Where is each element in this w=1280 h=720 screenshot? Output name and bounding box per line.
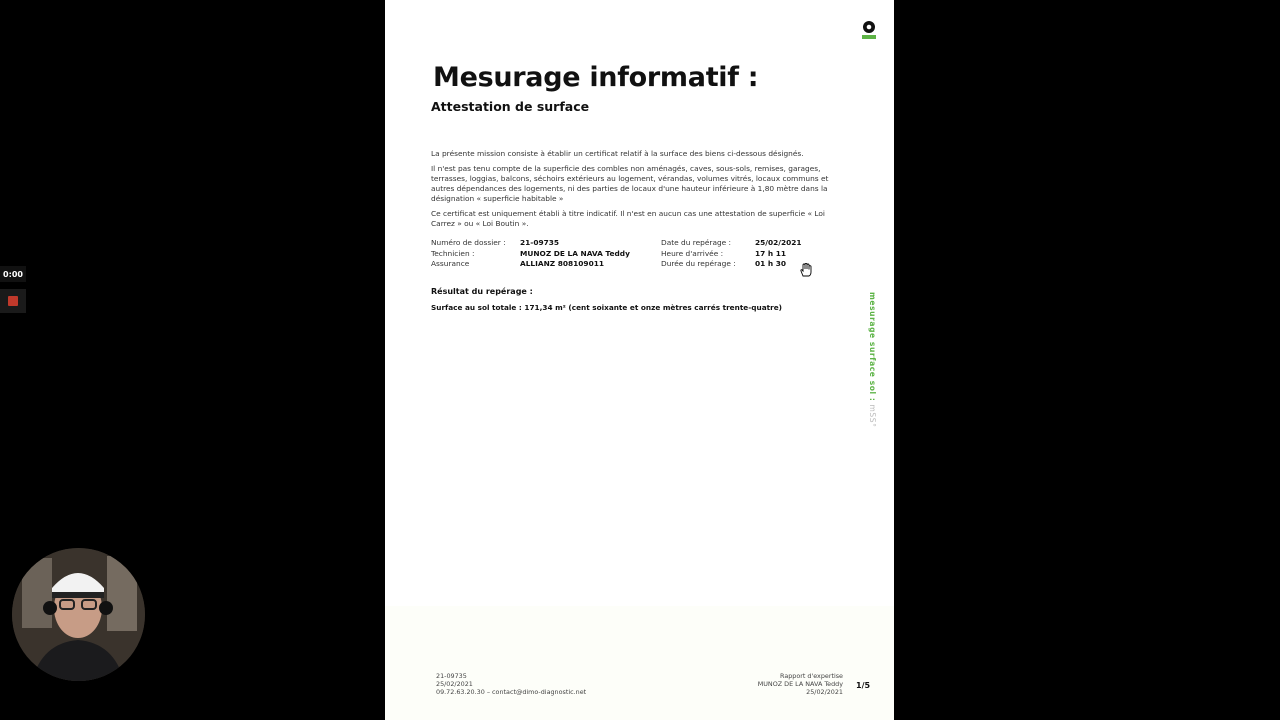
info-row-dossier: Numéro de dossier : 21-09735: [431, 238, 560, 247]
dossier-info-left: [431, 238, 630, 270]
info-row-date: Date du repérage : 25/02/2021: [661, 238, 802, 247]
page-subtitle: Attestation de surface: [431, 99, 590, 114]
page-title: Mesurage informatif :: [433, 62, 759, 93]
side-label-light: mSS°: [868, 404, 877, 428]
result-surface: Surface au sol totale : 171,34 m² (cent soixante et onze mètres carrés trente-quatre): [431, 303, 782, 312]
stop-recording-button[interactable]: [0, 289, 26, 313]
company-logo-icon: [862, 20, 876, 40]
info-row-assurance: Assurance ALLIANZ 808109011: [431, 259, 605, 268]
recording-timer: 0:00: [0, 266, 26, 282]
disclaimer-paragraph: Ce certificat est uniquement établi à titre indicatif. Il n'est en aucun cas une attestation de superficie « Loi Carrez » ou « Loi Boutin ».: [431, 209, 825, 228]
hand-cursor-icon: [798, 262, 814, 278]
footer-left: 21-09735 25/02/2021 09.72.63.20.30 – contact@dimo-diagnostic.net: [436, 672, 587, 696]
result-heading: Résultat du repérage :: [431, 287, 533, 296]
dossier-info-right: [661, 238, 802, 270]
info-row-heure: Heure d'arrivée : 17 h 11: [661, 248, 786, 258]
footer-right: Rapport d'expertise MUNOZ DE LA NAVA Teddy 25/02/2021: [757, 672, 843, 696]
page-number: 1/5: [856, 681, 871, 690]
side-label: [868, 292, 877, 427]
side-label-strong: mesurage surface sol :: [868, 292, 877, 402]
info-row-technicien: Technicien : MUNOZ DE LA NAVA Teddy: [431, 248, 630, 258]
presenter-video-icon: [12, 548, 145, 681]
webcam-overlay: [12, 548, 145, 681]
info-row-duree: Durée du repérage : 01 h 30: [661, 259, 786, 268]
document-page: [385, 0, 894, 720]
stop-icon: [8, 296, 18, 306]
intro-paragraph: La présente mission consiste à établir un certificat relatif à la surface des biens ci-dessous désignés.: [431, 149, 804, 158]
exclusions-paragraph: Il n'est pas tenu compte de la superficie des combles non aménagés, caves, sous-sols, remises, garages, terrasses, loggias, balcons, séchoirs extérieurs au logement, vérandas, volumes vitrés, locaux communs et autres dépendances des logements, ni des parties de locaux d'une hauteur inférieure à 1,80 mètre dans la désignation « superficie habitable »: [431, 164, 829, 203]
footer-band: [385, 606, 894, 720]
